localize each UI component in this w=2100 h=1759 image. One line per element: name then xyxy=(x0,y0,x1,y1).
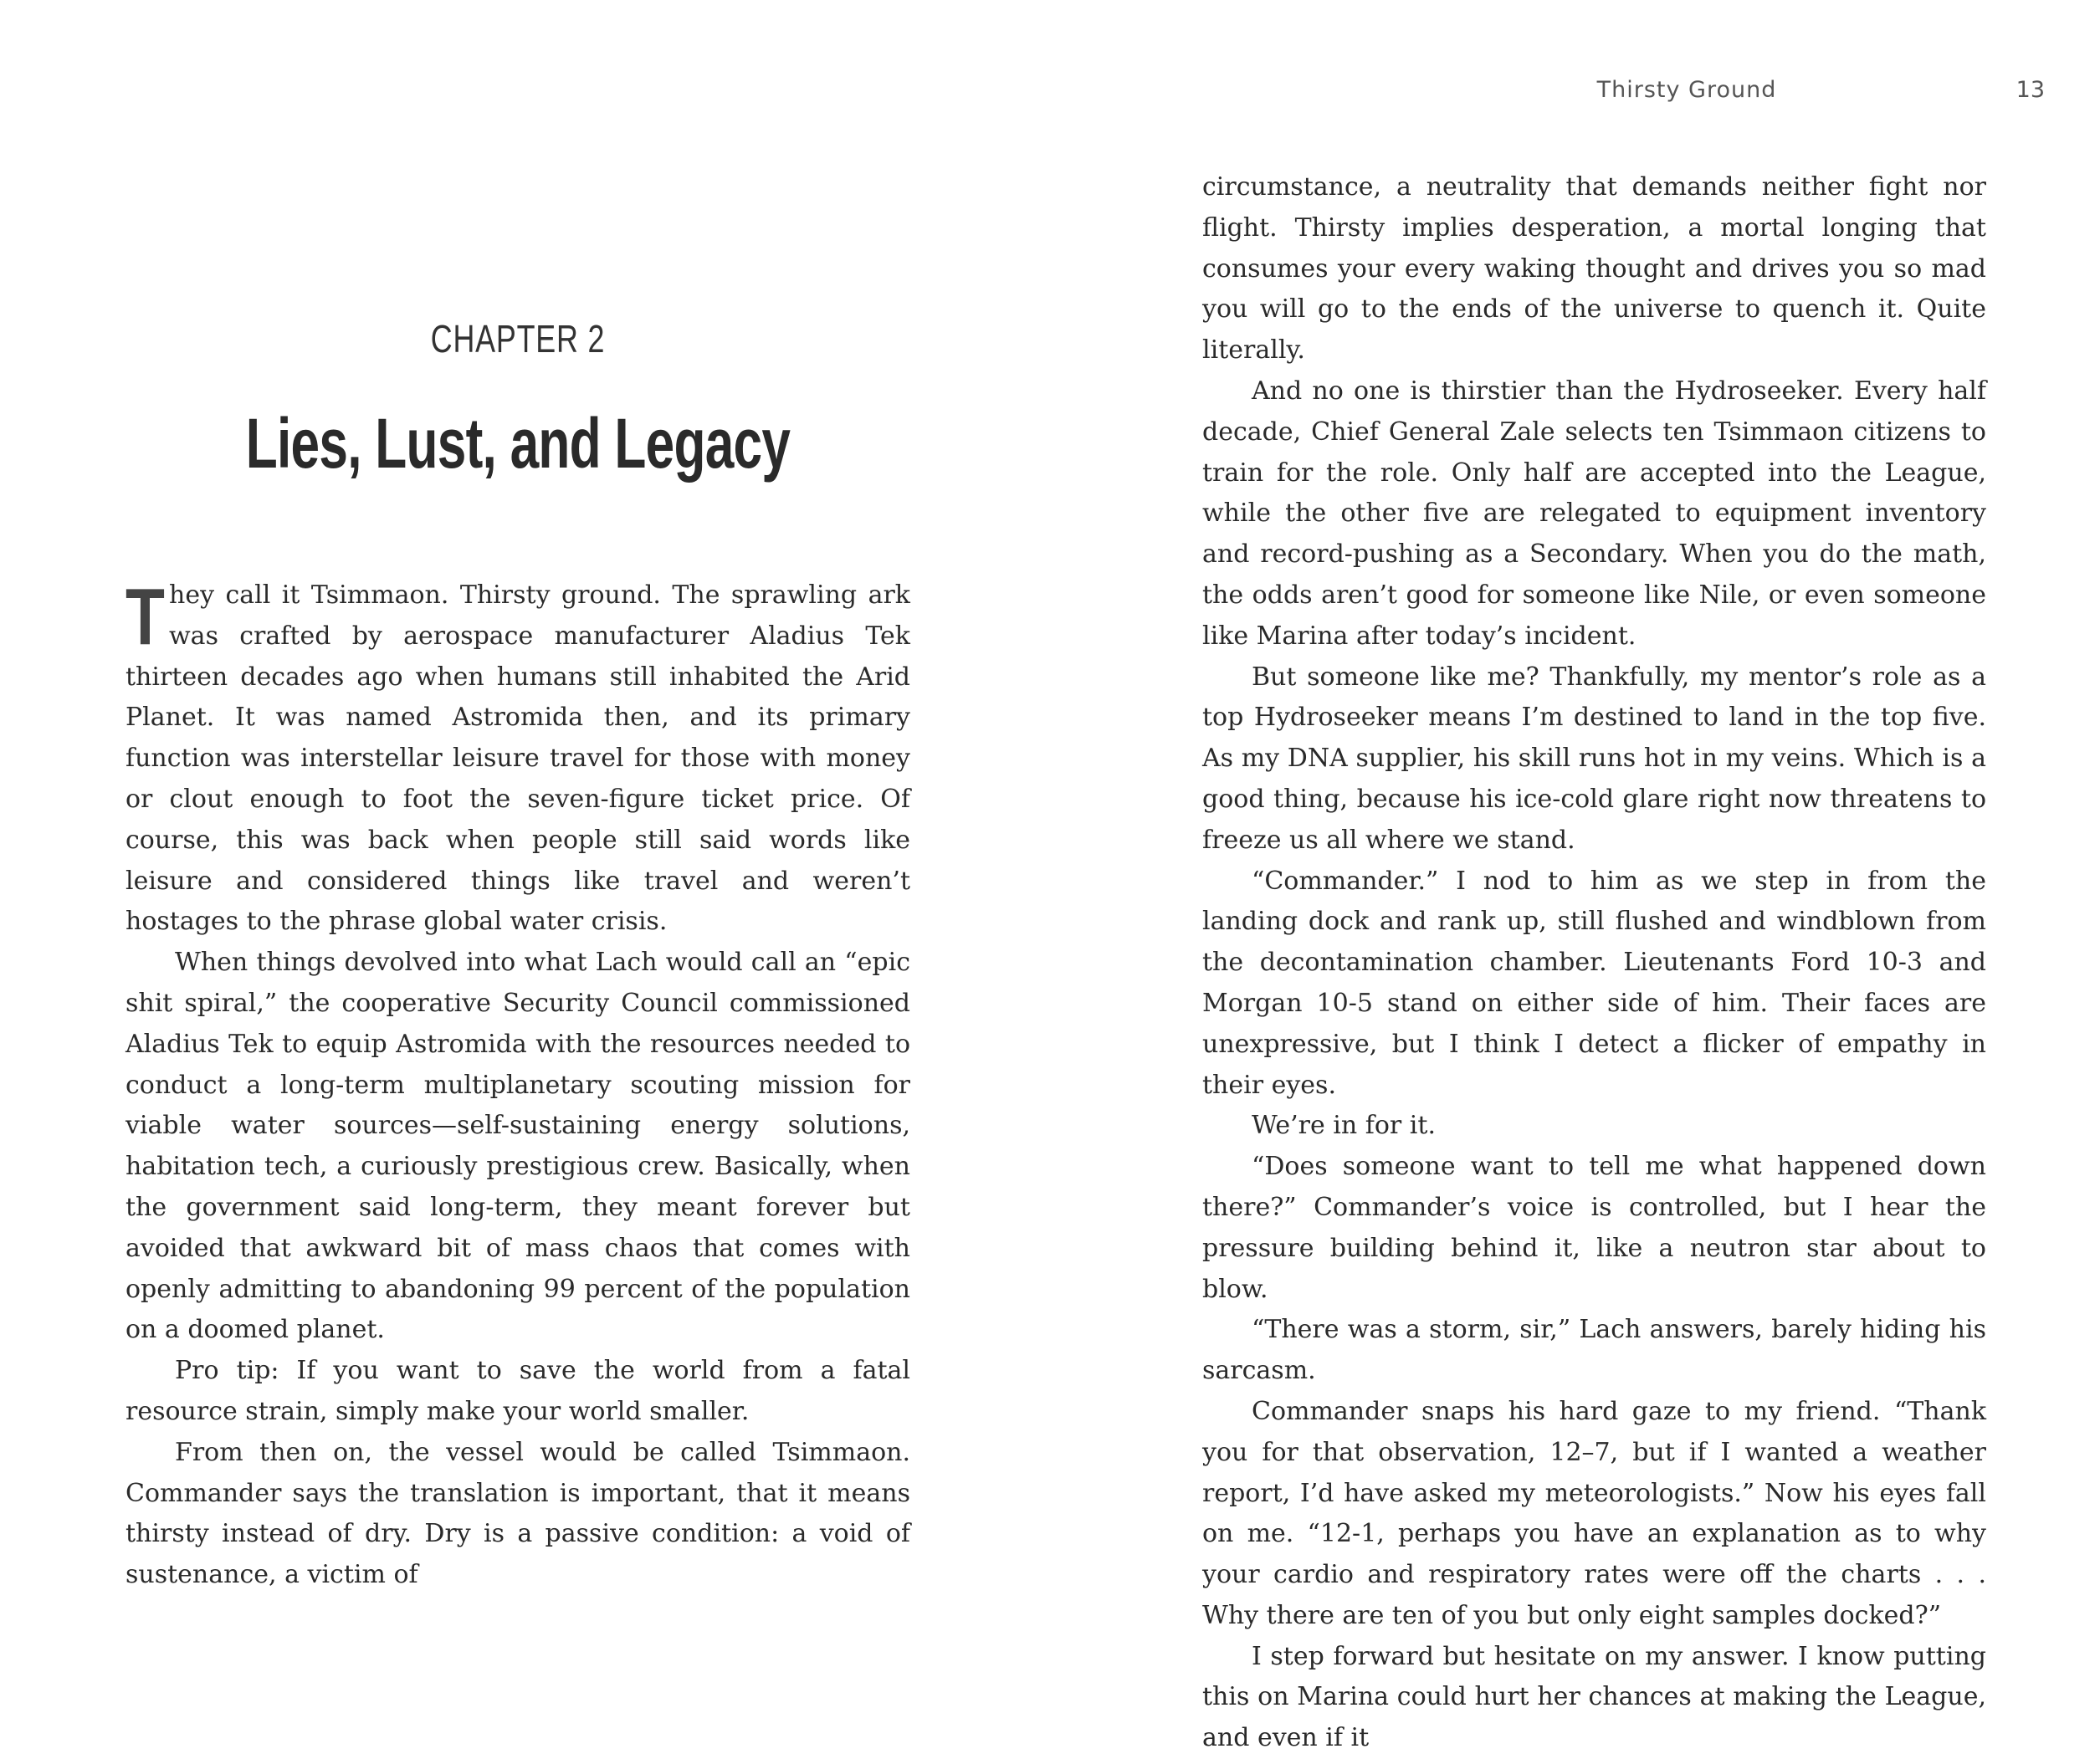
paragraph: We’re in for it. xyxy=(1252,1111,1436,1141)
running-head-title: Thirsty Ground xyxy=(1596,77,1777,103)
paragraph: Commander snaps his hard gaze to my friend. “Thank you for that observation, 12–7, but if I wanted a weather report, I’d have asked my meteorologists.” Now his eyes fall on me. “12-1, perhaps you have an explanation as to why your cardio and respiratory rates were off the charts . . . Why there are ten of you but only eight samples docked?” xyxy=(1202,1396,1986,1630)
left-body-text xyxy=(125,572,910,1596)
paragraph: “Commander.” I nod to him as we step in from the landing dock and rank up, still flushed and windblown from the decontamination chamber. Lieutenants Ford 10-3 and Morgan 10-5 stand on either side of him. Their faces are unexpressive, but I think I detect a flicker of empathy in their eyes. xyxy=(1202,866,1986,1100)
drop-cap: T xyxy=(125,572,165,662)
paragraph: “There was a storm, sir,” Lach answers, barely hiding his sarcasm. xyxy=(1202,1315,1986,1386)
running-head xyxy=(1050,77,2100,110)
paragraph: But someone like me? Thankfully, my mentor’s role as a top Hydroseeker means I’m destined to land in the top five. As my DNA supplier, his skill runs hot in my veins. Which is a good thing, because his ice-cold glare right now threatens to freeze us all where we stand. xyxy=(1202,662,1986,855)
paragraph-text: hey call it Tsimmaon. Thirsty ground. The sprawling ark was crafted by aerospace manufacturer Aladius Tek thirteen decades ago when humans still inhabited the Arid Planet. It was named Astromida then, and its primary function was interstellar leisure travel for those with money or clout enough to foot the seven-figure ticket price. Of course, this was back when people still said words like leisure and considered things like travel and weren’t hostages to the phrase global water crisis. xyxy=(125,580,910,937)
paragraph: When things devolved into what Lach would call an “epic shit spiral,” the cooperative Security Council commissioned Aladius Tek to equip Astromida with the resources needed to conduct a long-term multiplanetary scouting mission for viable water sources—self-sustaining energy solutions, habitation tech, a curiously prestigious crew. Basically, when the government said long-term, they meant forever but avoided that awkward bit of mass chaos that comes with openly admitting to abandoning 99 percent of the population on a doomed planet. xyxy=(125,948,910,1345)
paragraph: “Does someone want to tell me what happened down there?” Commander’s voice is controlled, but I hear the pressure building behind it, like a neutron star about to blow. xyxy=(1202,1152,1986,1304)
right-body-text xyxy=(1202,167,1986,1759)
chapter-title: Lies, Lust, and Legacy xyxy=(245,404,791,483)
page-number: 13 xyxy=(2015,77,2045,103)
paragraph: Pro tip: If you want to save the world from a fatal resource strain, simply make your world smaller. xyxy=(125,1356,910,1426)
paragraph: And no one is thirstier than the Hydroseeker. Every half decade, Chief General Zale selects ten Tsimmaon citizens to train for the role. Only half are accepted into the League, while the other five are relegated to equipment inventory and record-pushing as a Secondary. When you do the math, the odds aren’t good for someone like Nile, or even someone like Marina after today’s incident. xyxy=(1202,376,1986,651)
paragraph xyxy=(125,572,910,943)
paragraph: I step forward but hesitate on my answer. I know putting this on Marina could hurt her chances at making the League, and even if it xyxy=(1202,1641,1986,1753)
chapter-label: CHAPTER 2 xyxy=(430,317,606,360)
left-page xyxy=(0,0,1050,1590)
paragraph: circumstance, a neutrality that demands neither fight nor flight. Thirsty implies desperation, a mortal longing that consumes your every waking thought and drives you so mad you will go to the ends of the universe to quench it. Quite literally. xyxy=(1202,172,1986,366)
right-page xyxy=(1050,0,2100,1753)
paragraph: From then on, the vessel would be called Tsimmaon. Commander says the translation is important, that it means thirsty instead of dry. Dry is a passive condition: a void of sustenance, a victim of xyxy=(125,1437,910,1590)
